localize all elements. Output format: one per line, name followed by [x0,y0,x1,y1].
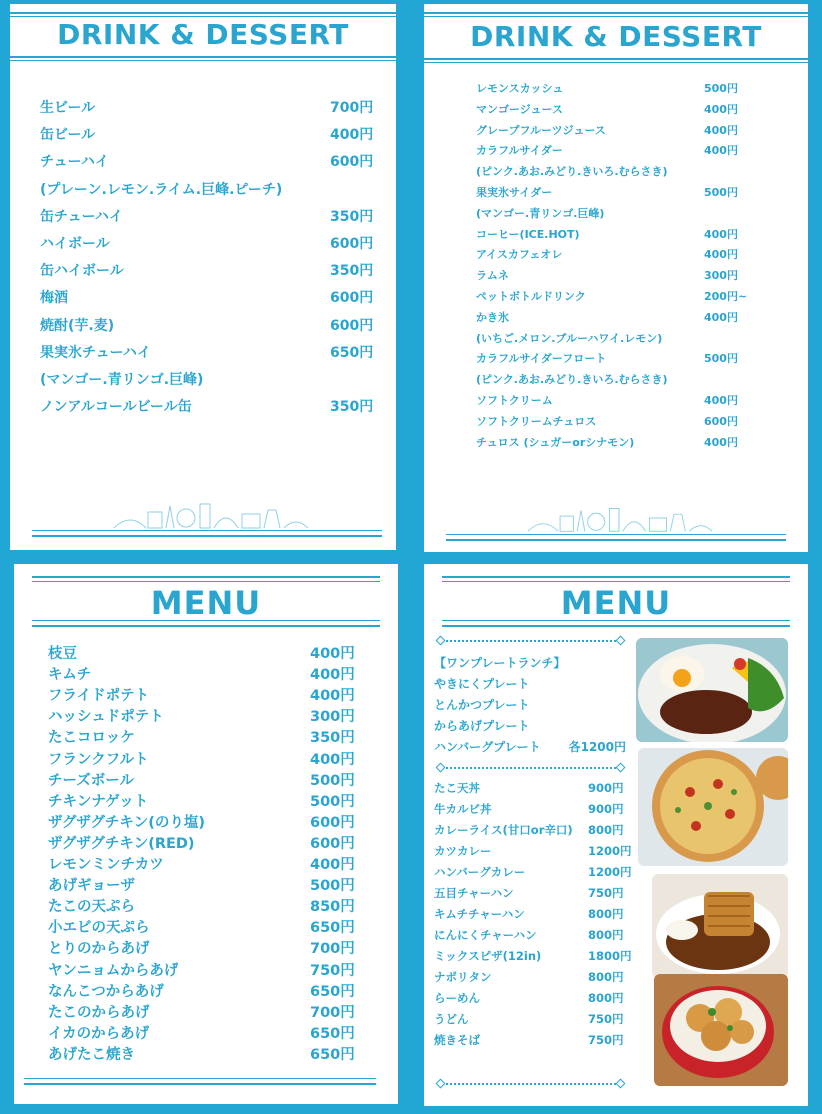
item-name: らーめん [434,991,480,1005]
item-price: 1200円 [588,865,632,879]
item-price: 400円 [704,123,738,137]
item-name: チュロス (シュガーorシナモン) [476,435,635,449]
item-name: たこの天ぷら [48,899,135,916]
menu-title: MENU [560,584,672,622]
item-price: 650円 [310,920,355,937]
menu-item-row [476,434,740,450]
item-name: ラムネ [476,269,509,283]
item-price: 200円~ [704,290,748,303]
item-name: フライドポテト [48,688,150,705]
item-name: 缶ビール [40,127,96,144]
item-price: 500円 [310,878,355,895]
top-rule-thin [32,581,380,582]
item-price: 350円 [330,399,374,416]
item-price: 800円 [588,970,624,984]
top-rule [424,12,808,14]
top-rule-thin [442,581,790,582]
menu-item-row [476,371,740,387]
menu-item-row [434,1032,634,1048]
item-price [330,179,376,199]
title-underline [32,625,380,627]
item-name: 小エビの天ぷら [48,920,150,937]
item-name: なんこつからあげ [48,983,164,1000]
title-underline-thin [442,620,790,621]
item-name: チーズボール [48,772,134,789]
menu-item-row [40,287,376,307]
food-menu-panel-1 [14,564,398,1104]
title-underline-thin [10,60,396,61]
item-price: 750円 [310,962,355,979]
item-name: (マンゴー.青リンゴ.巨峰) [40,372,204,388]
menu-item-row [48,790,360,811]
drink-menu-panel-1 [10,4,396,550]
item-name: 梅酒 [40,290,68,307]
menu-item-row [40,342,376,362]
item-name: カツカレー [434,844,492,858]
item-price: 400円 [310,857,355,873]
item-price: 400円 [704,144,738,158]
item-name: イカのからあげ [48,1025,150,1042]
item-price: 600円 [704,414,738,428]
menu-item-row [40,206,376,226]
menu-title: MENU [150,584,262,622]
lunch-item: ハンバーグプレート 各1200円 [434,740,626,754]
drink-menu-panel-2 [424,4,808,552]
menu-item-row [48,1001,360,1022]
menu-item-row [48,895,360,916]
item-price: 400円 [704,102,738,116]
item-name: あげギョーザ [48,878,135,895]
item-name: 果実氷チューハイ [40,344,151,361]
item-name: うどん [434,1012,469,1026]
dotted-divider [446,767,616,769]
lunch-heading: 【ワンプレートランチ】 [434,656,566,670]
item-price: 700円 [330,100,374,116]
item-price: 600円 [330,154,374,171]
menu-item-row [434,801,634,817]
item-price: 500円 [310,772,355,789]
item-price: 300円 [704,269,738,283]
item-price [704,330,740,346]
item-price: 400円 [704,248,738,262]
divider-diamond [436,636,446,646]
item-price: 650円 [310,983,355,1000]
item-price: 750円 [588,1012,624,1026]
top-rule [10,12,396,14]
item-name: 焼きそば [434,1033,480,1047]
divider-diamond [616,1079,626,1089]
item-name: (ピンク.あお.みどり.きいろ.むらさき) [476,165,668,179]
title-underline [10,56,396,58]
lunch-item: やきにくプレート [434,677,530,691]
item-name: ペットボトルドリンク [476,290,586,303]
item-price: 300円 [310,709,355,726]
item-name: 生ビール [40,100,96,116]
item-price: 350円 [330,263,374,280]
item-price: 900円 [588,781,624,795]
item-price: 350円 [330,208,374,225]
menu-item-row [48,937,360,958]
top-rule-thin [424,16,808,17]
item-price: 650円 [330,344,374,361]
item-price: 350円 [310,730,355,747]
item-name: 牛カルビ丼 [434,802,492,816]
item-price: 900円 [588,802,624,816]
item-price [330,369,376,389]
menu-item-row [476,142,740,158]
item-price: 400円 [704,227,738,241]
menu-item-row [476,267,740,283]
item-name: (プレーン.レモン.ライム.巨峰.ピーチ) [40,181,283,198]
menu-item-row [48,1022,360,1043]
menu-item-row [476,101,740,117]
menu-item-row [48,705,360,726]
menu-item-row [434,885,634,901]
menu-item-row [40,151,376,171]
menu-item-row [40,97,376,117]
item-price: 1800円 [588,949,632,963]
menu-item-row [476,122,740,138]
lunch-item: からあげプレート [434,719,530,733]
item-name: キムチチャーハン [434,907,525,921]
hamburg-plate-photo [636,638,788,742]
divider-diamond [436,1079,446,1089]
item-price: 700円 [310,1004,355,1021]
item-name: ヤンニョムからあげ [48,962,179,979]
bottom-rule [446,539,786,541]
menu-item-row [434,948,634,964]
item-price: 800円 [588,928,624,942]
menu-item-row [434,843,634,859]
food-menu-panel-2 [424,564,808,1106]
menu-item-row [48,832,360,853]
title-underline-thin [424,62,808,63]
menu-item-row [48,748,360,769]
item-name: マンゴージュース [476,102,564,116]
item-price: 500円 [704,186,738,199]
item-price: 650円 [310,1046,355,1063]
item-name: ソフトクリーム [476,394,553,407]
divider-diamond [436,763,446,773]
bottom-rule-thin [446,534,786,535]
katsu-curry-photo [652,874,788,978]
menu-item-row [48,642,360,663]
item-price: 600円 [330,317,374,334]
pizza-photo [638,748,788,866]
item-price [704,371,740,387]
item-name: 果実氷サイダー [476,186,553,199]
top-rule [442,576,790,578]
item-price: 400円 [310,667,355,684]
item-name: あげたこ焼き [48,1046,135,1063]
item-price [704,205,740,221]
menu-item-row [48,980,360,1001]
menu-item-row [476,288,748,304]
item-price: 600円 [330,236,374,252]
item-price [704,163,740,179]
menu-item-row [476,163,740,179]
item-name: レモンミンチカツ [48,857,164,873]
menu-item-row [48,769,360,790]
item-name: たこコロッケ [48,730,135,747]
item-name: 五目チャーハン [434,886,514,900]
item-price: 400円 [310,751,355,768]
dotted-divider [446,640,616,642]
item-price: 750円 [588,1033,624,1047]
item-price: 650円 [310,1025,355,1042]
menu-item-row [476,226,740,242]
item-price: 500円 [704,82,738,95]
menu-item-row [48,959,360,980]
item-name: 枝豆 [48,646,77,662]
menu-item-row [476,309,740,325]
item-name: ナポリタン [434,970,492,984]
menu-item-row [476,246,740,262]
karaage-bowl-photo [654,974,788,1086]
menu-item-row [40,233,376,253]
menu-item-row [476,350,740,366]
title-underline [424,58,808,60]
item-price: 1200円 [588,844,632,858]
menu-item-row [434,780,634,796]
item-name: チューハイ [40,154,109,171]
item-name: レモンスカッシュ [476,82,564,95]
lunch-price: 各1200円 [568,740,626,754]
item-name: ノンアルコールビール缶 [40,399,192,416]
item-name: ハンバーグカレー [434,865,526,879]
item-name: フランクフルト [48,751,149,768]
title-underline [442,625,790,627]
bottom-rule-thin [32,530,382,531]
item-price: 400円 [310,688,355,705]
menu-item-row [434,906,634,922]
menu-item-row [434,1011,634,1027]
menu-item-row [434,990,634,1006]
item-name: ハッシュドポテト [48,709,164,726]
divider-diamond [616,636,626,646]
menu-item-row [476,80,740,96]
item-price: 400円 [704,435,738,449]
item-name: ザグザグチキン(RED) [48,835,195,852]
item-name: カラフルサイダーフロート [476,352,607,366]
menu-item-row [48,684,360,705]
menu-item-row [476,330,740,346]
bottom-rule [24,1083,376,1085]
item-price: 500円 [310,793,355,810]
tableware-sketch-icon [524,502,714,534]
top-rule-thin [10,16,396,17]
item-name: キムチ [48,667,92,684]
menu-item-row [40,260,376,280]
menu-item-row [476,184,740,200]
item-name: アイスカフェオレ [476,248,563,262]
menu-item-row [434,864,634,880]
item-name: 缶ハイボール [40,263,124,280]
item-name: ソフトクリームチュロス [476,414,597,428]
lunch-item: とんかつプレート [434,698,530,712]
menu-item-row [48,1043,360,1064]
item-price: 800円 [588,991,624,1005]
menu-item-row [476,392,740,408]
menu-item-row [434,927,634,943]
item-name: チキンナゲット [48,793,149,810]
item-name: (ピンク.あお.みどり.きいろ.むらさき) [476,373,668,387]
item-name: 缶チューハイ [40,208,123,225]
item-name: かき氷 [476,310,509,324]
item-name: ミックスピザ(12in) [434,949,542,963]
menu-item-row [434,822,634,838]
item-price: 850円 [310,899,355,916]
item-name: とりのからあげ [48,941,150,958]
item-price: 800円 [588,823,624,837]
menu-item-row [48,916,360,937]
item-price: 400円 [704,310,738,324]
menu-item-row [40,315,376,335]
drink-title: DRINK & DESSERT [57,18,349,51]
menu-item-row [434,969,634,985]
item-price: 400円 [310,646,355,662]
item-price: 600円 [310,814,355,831]
item-name: カラフルサイダー [476,144,563,158]
menu-item-row [40,179,376,199]
menu-item-row [40,369,376,389]
item-price: 600円 [330,290,374,307]
item-name: コーヒー(ICE.HOT) [476,227,580,241]
item-price: 400円 [330,127,374,144]
item-name: カレーライス(甘口or辛口) [434,823,573,837]
item-name: ハイボール [40,236,110,252]
item-price: 600円 [310,835,355,852]
item-price: 800円 [588,907,624,921]
divider-diamond [616,763,626,773]
title-underline-thin [32,620,380,621]
bottom-rule [32,535,382,537]
item-name: 焼酎(芋.麦) [40,317,115,334]
item-name: たこのからあげ [48,1004,150,1021]
item-price: 700円 [310,941,355,958]
item-name: (マンゴー.青リンゴ.巨峰) [476,206,605,220]
item-name: グレープフルーツジュース [476,123,606,137]
bottom-rule-thin [24,1078,376,1079]
menu-item-row [48,726,360,747]
top-rule [32,576,380,578]
menu-item-row [476,205,740,221]
menu-item-row [48,811,360,832]
item-name: ザグザグチキン(のり塩) [48,814,205,831]
menu-item-row [476,413,740,429]
item-price: 500円 [704,352,738,366]
dotted-divider [446,1083,616,1085]
menu-item-row [48,853,360,874]
item-name: にんにくチャーハン [434,928,537,942]
item-price: 400円 [704,394,738,407]
drink-title: DRINK & DESSERT [470,20,762,53]
menu-item-row [40,396,376,416]
item-name: たこ天丼 [434,781,480,795]
tableware-sketch-icon [110,498,310,530]
menu-item-row [48,663,360,684]
menu-item-row [40,124,376,144]
item-name: (いちご.メロン.ブルーハワイ.レモン) [476,331,663,345]
menu-item-row [48,874,360,895]
item-price: 750円 [588,886,624,900]
